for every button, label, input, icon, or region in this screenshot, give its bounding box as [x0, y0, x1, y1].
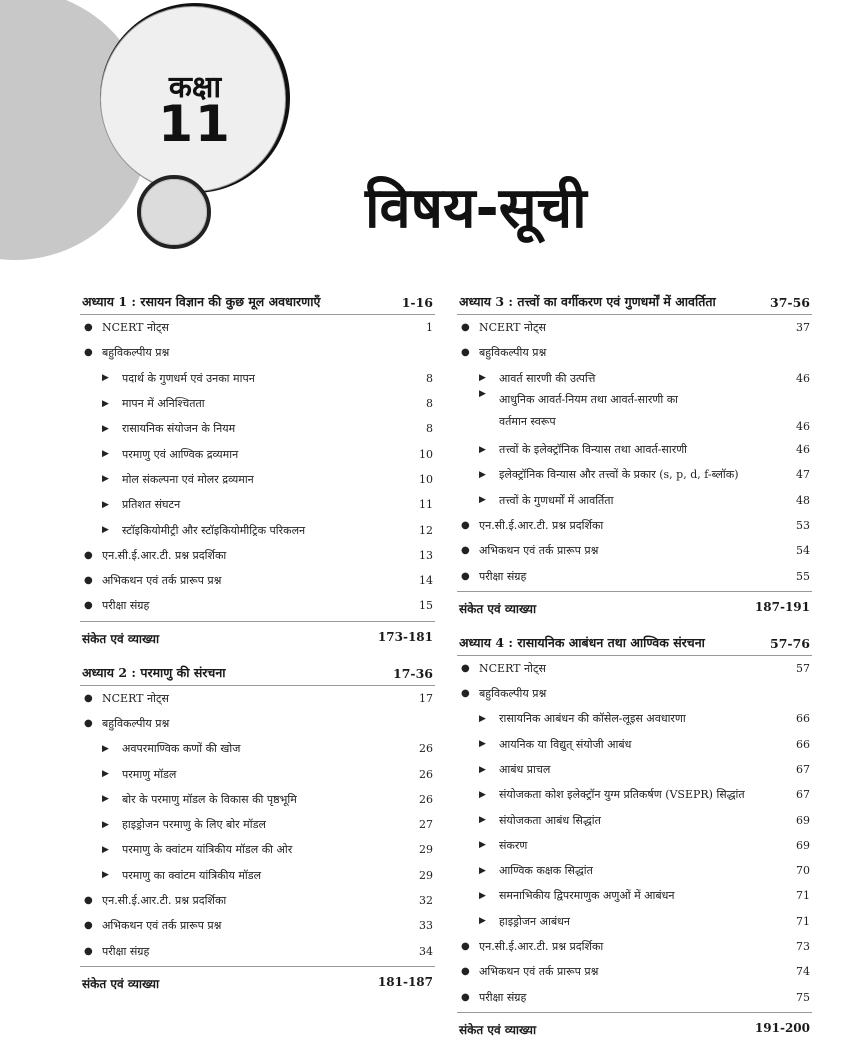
toc-entry-label — [80, 817, 266, 832]
toc-entry-label — [457, 813, 601, 828]
toc-entry-text: इलेक्ट्रॉनिक विन्यास और तत्त्वों के प्रकार (s, p, d, f-ब्लॉक) — [499, 468, 739, 482]
toc-entry-text: एन.सी.ई.आर.टी. प्रश्न प्रदर्शिका — [479, 518, 604, 532]
toc-entry-label — [457, 990, 526, 1005]
answers-label: संकेत एवं व्याख्या — [459, 601, 537, 616]
toc-entry[interactable] — [80, 593, 435, 618]
arrow-bullet-icon: ▶ — [102, 743, 109, 754]
toc-entry[interactable] — [80, 340, 435, 365]
answers-pages: 191-200 — [754, 1020, 810, 1035]
toc-entry-text: परमाणु का क्वांटम यांत्रिकीय मॉडल — [122, 868, 262, 882]
toc-entry-page: 67 — [796, 763, 810, 776]
toc-entry-page: 17 — [419, 691, 433, 705]
decorative-small-circle-inner — [141, 179, 207, 245]
answers-pages: 181-187 — [377, 974, 433, 989]
toc-entry[interactable] — [457, 833, 812, 858]
chapter-title: अध्याय 1 : रसायन विज्ञान की कुछ मूल अवधारणाएँ — [82, 294, 321, 309]
toc-entry-label — [80, 371, 255, 386]
toc-entry-page: 55 — [796, 569, 810, 583]
toc-entry-label — [80, 523, 305, 538]
toc-entry-label — [457, 888, 675, 903]
toc-entry[interactable] — [457, 487, 812, 512]
chapter-pages: 1-16 — [401, 295, 433, 310]
toc-entry-label — [457, 737, 631, 752]
toc-entry-text: आबंध प्राचल — [499, 763, 551, 776]
toc-entry-text: परमाणु मॉडल — [122, 767, 177, 781]
arrow-bullet-icon: ▶ — [479, 840, 486, 851]
toc-entry-page: 71 — [796, 914, 810, 928]
toc-entry-page: 75 — [796, 990, 810, 1004]
toc-entry-text: अभिकथन एवं तर्क प्रारूप प्रश्न — [102, 919, 222, 933]
toc-entry-text: पदार्थ के गुणधर्म एवं उनका मापन — [122, 371, 255, 385]
toc-entry[interactable] — [457, 757, 812, 782]
bullet-icon: ● — [461, 662, 470, 674]
toc-entry-page: 70 — [796, 864, 810, 878]
toc-entry-label — [80, 447, 238, 462]
toc-entry-label — [457, 661, 546, 676]
answers-row[interactable] — [80, 621, 435, 653]
toc-entry-page: 67 — [796, 788, 810, 802]
toc-entry[interactable] — [80, 441, 435, 466]
toc-entry-text: परीक्षा संग्रह — [102, 944, 150, 958]
toc-entry-text: मापन में अनिश्चितता — [122, 397, 205, 411]
toc-entry-page: 73 — [796, 940, 810, 954]
toc-entry-page: 10 — [419, 472, 433, 486]
toc-entry-label — [80, 497, 180, 512]
toc-entry-label — [457, 914, 570, 929]
toc-entry-text: आयनिक या विद्युत् संयोजी आबंध — [499, 737, 632, 751]
toc-entry-label — [457, 543, 598, 558]
toc-entry-page: 69 — [796, 838, 810, 852]
toc-entry-text: आण्विक कक्षक सिद्धांत — [499, 864, 593, 878]
bullet-icon: ● — [84, 718, 93, 729]
toc-entry-label — [457, 863, 593, 878]
toc-entry-label — [457, 787, 745, 802]
toc-entry-page: 47 — [796, 468, 810, 482]
arrow-bullet-icon: ▶ — [102, 449, 109, 460]
bullet-icon: ● — [84, 945, 93, 957]
toc-entry-page: 57 — [796, 661, 810, 675]
toc-entry[interactable] — [80, 391, 435, 416]
toc-entry[interactable] — [80, 366, 435, 391]
answers-pages: 187-191 — [754, 599, 810, 614]
toc-entry-page: 1 — [426, 321, 433, 335]
toc-entry-label — [457, 345, 546, 360]
toc-entry[interactable] — [457, 782, 812, 807]
toc-entry-text: बहुविकल्पीय प्रश्न — [102, 346, 170, 360]
toc-entry-text: बहुविकल्पीय प्रश्न — [479, 346, 547, 360]
toc-entry[interactable] — [80, 837, 435, 862]
toc-entry-page: 29 — [419, 868, 433, 882]
arrow-bullet-icon: ▶ — [102, 844, 109, 855]
toc-entry[interactable] — [457, 883, 812, 908]
toc-entry[interactable] — [80, 939, 435, 964]
arrow-bullet-icon: ▶ — [102, 525, 109, 536]
toc-left-column — [80, 290, 435, 998]
toc-entry-page: 74 — [796, 965, 810, 979]
toc-entry[interactable] — [80, 416, 435, 441]
arrow-bullet-icon: ▶ — [102, 398, 109, 409]
toc-entry-page: 15 — [419, 599, 433, 613]
toc-entry-text: स्टॉइकियोमीट्री और स्टॉइकियोमीट्रिक परिकलन — [122, 523, 306, 537]
toc-entry-label — [457, 838, 527, 853]
toc-entry-page: 10 — [419, 447, 433, 461]
toc-entry-label — [457, 762, 550, 777]
bullet-icon: ● — [461, 347, 470, 359]
toc-entry-text: NCERT नोट्स — [479, 321, 546, 335]
toc-entry-text: संयोजकता कोश इलेक्ट्रॉन युग्म प्रतिकर्षण (VSEPR) सिद्धांत — [499, 788, 745, 802]
toc-entry[interactable] — [80, 568, 435, 593]
toc-entry[interactable] — [457, 681, 812, 706]
toc-entry-label — [80, 767, 176, 782]
chapter-section — [457, 290, 812, 623]
class-label: कक्षा — [168, 70, 222, 105]
toc-entry-page: 26 — [419, 767, 433, 781]
toc-entry-label — [80, 944, 149, 959]
toc-entry-label — [80, 472, 254, 487]
arrow-bullet-icon: ▶ — [479, 815, 486, 826]
arrow-bullet-icon: ▶ — [102, 870, 109, 881]
bullet-icon: ● — [461, 545, 470, 557]
toc-entry-page: 12 — [419, 523, 433, 537]
arrow-bullet-icon: ▶ — [479, 739, 486, 750]
toc-entry[interactable] — [457, 909, 812, 934]
arrow-bullet-icon: ▶ — [102, 423, 109, 434]
chapter-heading[interactable] — [80, 661, 435, 686]
toc-entry-label — [457, 964, 598, 979]
toc-entry[interactable] — [457, 513, 812, 538]
bullet-icon: ● — [84, 692, 93, 704]
toc-entry-label — [80, 691, 169, 706]
toc-entry-text: परीक्षा संग्रह — [479, 990, 527, 1004]
toc-entry-page: 13 — [419, 548, 433, 562]
toc-entry-text: रासायनिक संयोजन के नियम — [122, 422, 236, 436]
toc-entry[interactable] — [80, 863, 435, 888]
bullet-icon: ● — [461, 322, 470, 334]
toc-entry-page: 46 — [796, 371, 810, 385]
toc-entry-page: 8 — [426, 397, 433, 411]
chapter-section — [457, 631, 812, 1044]
toc-entry-text: हाइड्रोजन आबंधन — [499, 914, 570, 928]
arrow-bullet-icon: ▶ — [102, 769, 109, 780]
toc-entry-label — [80, 396, 205, 411]
bullet-icon: ● — [84, 347, 93, 359]
toc-entry[interactable] — [457, 388, 812, 437]
toc-entry-text: परमाणु एवं आण्विक द्रव्यमान — [122, 447, 239, 461]
toc-entry-text: मोल संकल्पना एवं मोलर द्रव्यमान — [122, 472, 254, 486]
toc-entry-label — [457, 467, 739, 482]
toc-entry-label — [80, 842, 292, 857]
toc-entry[interactable] — [457, 807, 812, 832]
toc-entry-text: आधुनिक आवर्त-नियम तथा आवर्त-सारणी का वर्तमान स्वरूप — [499, 392, 679, 428]
toc-entry-label — [80, 868, 261, 883]
toc-entry-label — [80, 573, 221, 588]
chapter-title: अध्याय 2 : परमाणु की संरचना — [82, 664, 226, 680]
toc-entry-text: एन.सी.ई.आर.टी. प्रश्न प्रदर्शिका — [102, 548, 227, 562]
toc-entry-text: बहुविकल्पीय प्रश्न — [102, 717, 170, 730]
toc-entry[interactable] — [457, 706, 812, 731]
answers-label: संकेत एवं व्याख्या — [82, 631, 160, 646]
bullet-icon: ● — [84, 600, 93, 612]
bullet-icon: ● — [461, 570, 470, 582]
toc-entry-page: 46 — [796, 443, 810, 457]
toc-entry-text: अभिकथन एवं तर्क प्रारूप प्रश्न — [479, 965, 599, 979]
chapter-heading[interactable] — [80, 290, 435, 315]
toc-entry-page: 26 — [419, 792, 433, 806]
arrow-bullet-icon: ▶ — [479, 373, 486, 384]
toc-entry-page: 29 — [419, 843, 433, 857]
toc-entry-page: 66 — [796, 737, 810, 751]
toc-entry-page: 53 — [796, 518, 810, 532]
toc-entry-text: प्रतिशत संघटन — [122, 498, 181, 512]
toc-entry-page: 11 — [419, 498, 433, 512]
bullet-icon: ● — [461, 688, 470, 700]
bullet-icon: ● — [461, 991, 470, 1003]
toc-entry-page: 8 — [426, 371, 433, 385]
toc-entry[interactable] — [80, 888, 435, 913]
toc-entry-page: 27 — [419, 818, 433, 832]
toc-entry-label — [80, 598, 149, 613]
toc-entry-text: बहुविकल्पीय प्रश्न — [479, 687, 547, 701]
toc-entry[interactable] — [457, 563, 812, 588]
toc-entry[interactable] — [80, 517, 435, 542]
toc-entry-page: 46 — [796, 419, 810, 433]
toc-entry-label — [457, 493, 613, 508]
chapter-title: अध्याय 4 : रासायनिक आबंधन तथा आण्विक संरचना — [459, 634, 705, 650]
toc-entry-page: 48 — [796, 493, 810, 507]
toc-entry-page: 14 — [419, 574, 433, 588]
toc-entry-page: 37 — [796, 321, 810, 335]
toc-entry[interactable] — [80, 711, 435, 736]
chapter-heading[interactable] — [457, 290, 812, 315]
toc-entry[interactable] — [457, 934, 812, 959]
chapter-pages: 37-56 — [770, 295, 810, 310]
toc-entry-text: परीक्षा संग्रह — [479, 569, 527, 583]
toc-entry-label — [457, 711, 686, 726]
toc-entry[interactable] — [457, 340, 812, 365]
bullet-icon: ● — [84, 895, 93, 907]
toc-entry-text: समनाभिकीय द्विपरमाणुक अणुओं में आबंधन — [499, 889, 675, 903]
chapter-pages: 57-76 — [770, 635, 810, 651]
toc-entry-label — [457, 442, 687, 457]
toc-entry-text: परमाणु के क्वांटम यांत्रिकीय मॉडल की ओर — [122, 843, 293, 857]
toc-entry-page: 34 — [419, 944, 433, 958]
chapter-heading[interactable] — [457, 631, 812, 656]
toc-entry-label — [457, 518, 603, 533]
toc-entry[interactable] — [457, 315, 812, 340]
arrow-bullet-icon: ▶ — [479, 469, 486, 480]
arrow-bullet-icon: ▶ — [479, 713, 486, 724]
toc-entry-page: 26 — [419, 742, 433, 756]
chapter-section — [80, 661, 435, 998]
toc-entry-text: NCERT नोट्स — [102, 321, 169, 335]
toc-entry-text: अभिकथन एवं तर्क प्रारूप प्रश्न — [479, 544, 599, 558]
toc-entry[interactable] — [80, 686, 435, 711]
chapter-pages: 17-36 — [393, 665, 433, 681]
arrow-bullet-icon: ▶ — [102, 819, 109, 830]
toc-entry[interactable] — [457, 985, 812, 1010]
arrow-bullet-icon: ▶ — [479, 388, 486, 399]
toc-entry[interactable] — [457, 959, 812, 984]
section-gap — [80, 653, 435, 661]
bullet-icon: ● — [84, 920, 93, 932]
arrow-bullet-icon: ▶ — [479, 495, 486, 506]
toc-entry[interactable] — [80, 315, 435, 340]
toc-entry-page: 32 — [419, 894, 433, 908]
bullet-icon: ● — [461, 519, 470, 531]
answers-pages: 173-181 — [377, 629, 433, 644]
toc-entry-label — [457, 371, 595, 386]
toc-entry-label — [80, 893, 226, 908]
toc-entry-text: एन.सी.ई.आर.टी. प्रश्न प्रदर्शिका — [102, 894, 227, 908]
bullet-icon: ● — [461, 966, 470, 978]
arrow-bullet-icon: ▶ — [102, 373, 109, 384]
chapter-section — [80, 290, 435, 653]
toc-entry[interactable] — [80, 543, 435, 568]
toc-entry-page: 66 — [796, 712, 810, 726]
toc-entry[interactable] — [80, 736, 435, 761]
toc-entry-page: 54 — [796, 544, 810, 558]
toc-entry-label — [80, 320, 169, 335]
toc-entry-label — [80, 548, 226, 563]
toc-entry[interactable] — [457, 366, 812, 391]
toc-entry[interactable] — [80, 492, 435, 517]
toc-entry[interactable] — [457, 538, 812, 563]
arrow-bullet-icon: ▶ — [102, 794, 109, 805]
toc-entry[interactable] — [80, 913, 435, 938]
toc-entry-text: एन.सी.ई.आर.टी. प्रश्न प्रदर्शिका — [479, 940, 604, 954]
toc-entry-text: रासायनिक आबंधन की कॉसेल-लूइस अवधारणा — [499, 712, 686, 726]
page-title: विषय-सूची — [365, 176, 587, 241]
answers-row[interactable] — [457, 591, 812, 623]
toc-entry-text: NCERT नोट्स — [479, 661, 546, 675]
toc-entry-text: NCERT नोट्स — [102, 691, 169, 705]
toc-entry-label — [80, 918, 221, 933]
bullet-icon: ● — [461, 941, 470, 953]
toc-entry-text: परीक्षा संग्रह — [102, 599, 150, 613]
toc-entry-page: 69 — [796, 813, 810, 827]
arrow-bullet-icon: ▶ — [479, 789, 486, 800]
section-gap — [457, 623, 812, 631]
toc-entry-label — [457, 320, 546, 335]
arrow-bullet-icon: ▶ — [479, 890, 486, 901]
toc-entry[interactable] — [80, 787, 435, 812]
arrow-bullet-icon: ▶ — [102, 474, 109, 485]
toc-entry-label — [457, 569, 526, 584]
arrow-bullet-icon: ▶ — [479, 764, 486, 775]
toc-entry-text: तत्त्वों के इलेक्ट्रॉनिक विन्यास तथा आवर्त-सारणी — [499, 443, 688, 457]
toc-entry-text: संकरण — [499, 838, 528, 852]
toc-entry-text: संयोजकता आबंध सिद्धांत — [499, 813, 601, 827]
answers-row[interactable] — [80, 966, 435, 998]
toc-entry[interactable] — [457, 858, 812, 883]
toc-entry-text: हाइड्रोजन परमाणु के लिए बोर मॉडल — [122, 818, 266, 832]
class-number: 11 — [158, 95, 232, 153]
toc-entry-label — [80, 741, 240, 756]
toc-entry[interactable] — [80, 467, 435, 492]
answers-row[interactable] — [457, 1012, 812, 1044]
toc-entry[interactable] — [457, 462, 812, 487]
toc-entry-text: बोर के परमाणु मॉडल के विकास की पृष्ठभूमि — [122, 792, 297, 806]
bullet-icon: ● — [84, 322, 93, 334]
toc-entry[interactable] — [457, 437, 812, 462]
arrow-bullet-icon: ▶ — [479, 865, 486, 876]
toc-entry-label — [457, 686, 546, 701]
toc-entry-label — [80, 421, 235, 436]
arrow-bullet-icon: ▶ — [479, 916, 486, 927]
toc-entry-label — [80, 345, 169, 360]
arrow-bullet-icon: ▶ — [102, 499, 109, 510]
toc-entry-page: 33 — [419, 919, 433, 933]
toc-entry-text: आवर्त सारणी की उत्पत्ति — [499, 371, 596, 385]
answers-label: संकेत एवं व्याख्या — [82, 976, 160, 991]
toc-entry-label — [80, 716, 169, 731]
toc-entry-label — [457, 939, 603, 954]
toc-entry-text: तत्त्वों के गुणधर्मों में आवर्तिता — [499, 493, 614, 507]
toc-entry-text: अवपरमाण्विक कणों की खोज — [122, 742, 241, 756]
bullet-icon: ● — [84, 549, 93, 561]
toc-entry[interactable] — [457, 656, 812, 681]
arrow-bullet-icon: ▶ — [479, 444, 486, 455]
toc-entry[interactable] — [80, 812, 435, 837]
toc-entry-label — [80, 792, 297, 807]
chapter-title: अध्याय 3 : तत्त्वों का वर्गीकरण एवं गुणधर्मों में आवर्तिता — [459, 294, 716, 309]
toc-entry-label — [457, 389, 678, 433]
toc-entry[interactable] — [80, 761, 435, 786]
toc-entry[interactable] — [457, 732, 812, 757]
answers-label: संकेत एवं व्याख्या — [459, 1022, 537, 1037]
bullet-icon: ● — [84, 575, 93, 587]
toc-entry-text: अभिकथन एवं तर्क प्रारूप प्रश्न — [102, 574, 222, 588]
toc-right-column — [457, 290, 812, 1044]
toc-entry-page: 8 — [426, 422, 433, 436]
toc-entry-page: 71 — [796, 889, 810, 903]
